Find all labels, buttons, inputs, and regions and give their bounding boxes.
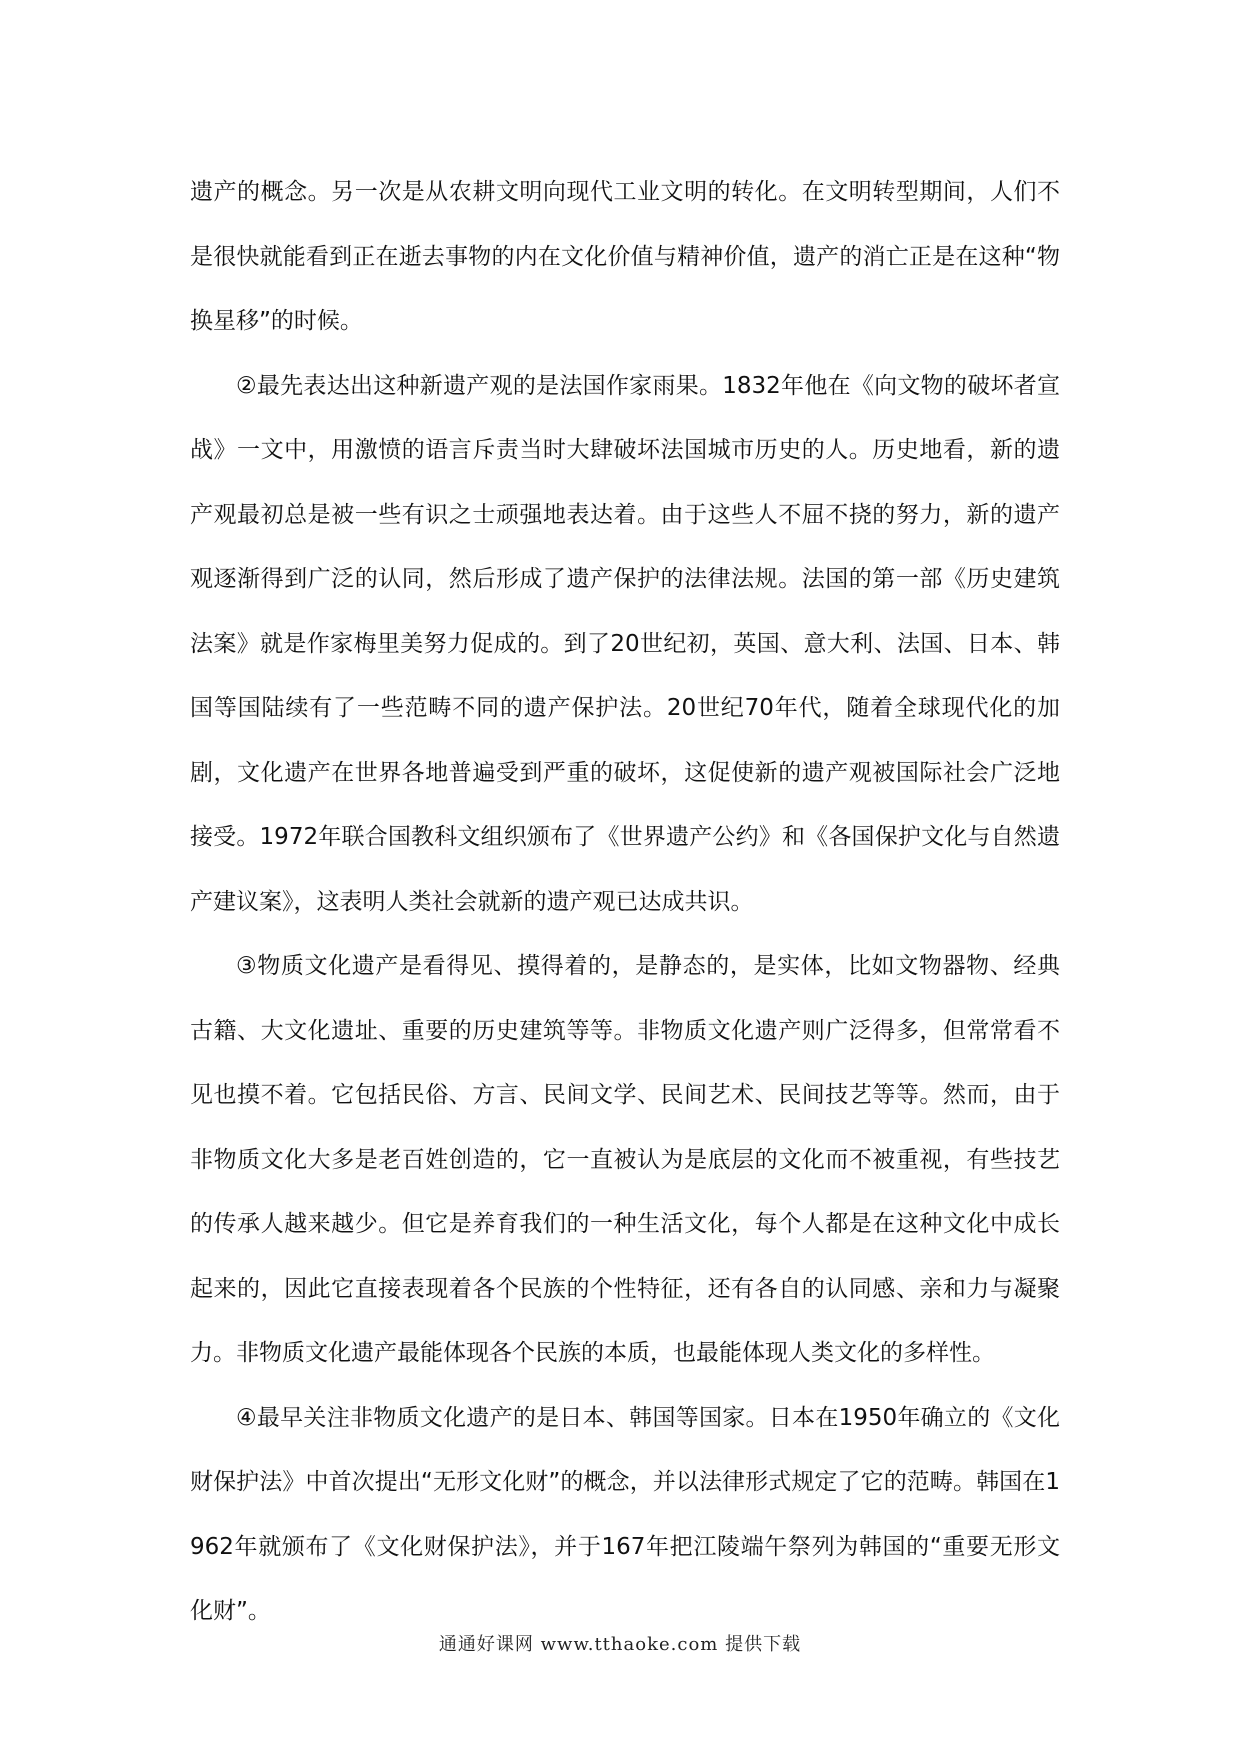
paragraph-2: ②最先表达出这种新遗产观的是法国作家雨果。1832年他在《向文物的破坏者宣战》一文中，用激愤的语言斥责当时大肆破坏法国城市历史的人。历史地看，新的遗产观最初总是被一些有识之士顽强地表达着。由于这些人不屈不挠的努力，新的遗产观逐渐得到广泛的认同，然后形成了遗产保护的法律法规。法国的第一部《历史建筑法案》就是作家梅里美努力促成的。到了20世纪初，英国、意大利、法国、日本、韩国等国陆续有了一些范畴不同的遗产保护法。20世纪70年代，随着全球现代化的加剧，文化遗产在世界各地普遍受到严重的破坏，这促使新的遗产观被国际社会广泛地接受。1972年联合国教科文组织颁布了《世界遗产公约》和《各国保护文化与自然遗产建议案》，这表明人类社会就新的遗产观已达成共识。 xyxy=(190,372,1060,915)
document-body xyxy=(190,160,1060,1644)
paragraph-3: ③物质文化遗产是看得见、摸得着的，是静态的，是实体，比如文物器物、经典古籍、大文化遗址、重要的历史建筑等等。非物质文化遗产则广泛得多，但常常看不见也摸不着。它包括民俗、方言、民间文学、民间艺术、民间技艺等等。然而，由于非物质文化大多是老百姓创造的，它一直被认为是底层的文化而不被重视，有些技艺的传承人越来越少。但它是养育我们的一种生活文化，每个人都是在这种文化中成长起来的，因此它直接表现着各个民族的个性特征，还有各自的认同感、亲和力与凝聚力。非物质文化遗产最能体现各个民族的本质，也最能体现人类文化的多样性。 xyxy=(190,953,1060,1366)
page-footer: 通通好课网 www.tthaoke.com 提供下载 xyxy=(438,1634,802,1655)
paragraph-continuation: 遗产的概念。另一次是从农耕文明向现代工业文明的转化。在文明转型期间，人们不是很快就能看到正在逝去事物的内在文化价值与精神价值，遗产的消亡正是在这种“物换星移”的时候。 xyxy=(190,179,1060,334)
paragraph-4: ④最早关注非物质文化遗产的是日本、韩国等国家。日本在1950年确立的《文化财保护法》中首次提出“无形文化财”的概念，并以法律形式规定了它的范畴。韩国在1962年就颁布了《文化财保护法》，并于167年把江陵端午祭列为韩国的“重要无形文化财”。 xyxy=(190,1404,1060,1624)
